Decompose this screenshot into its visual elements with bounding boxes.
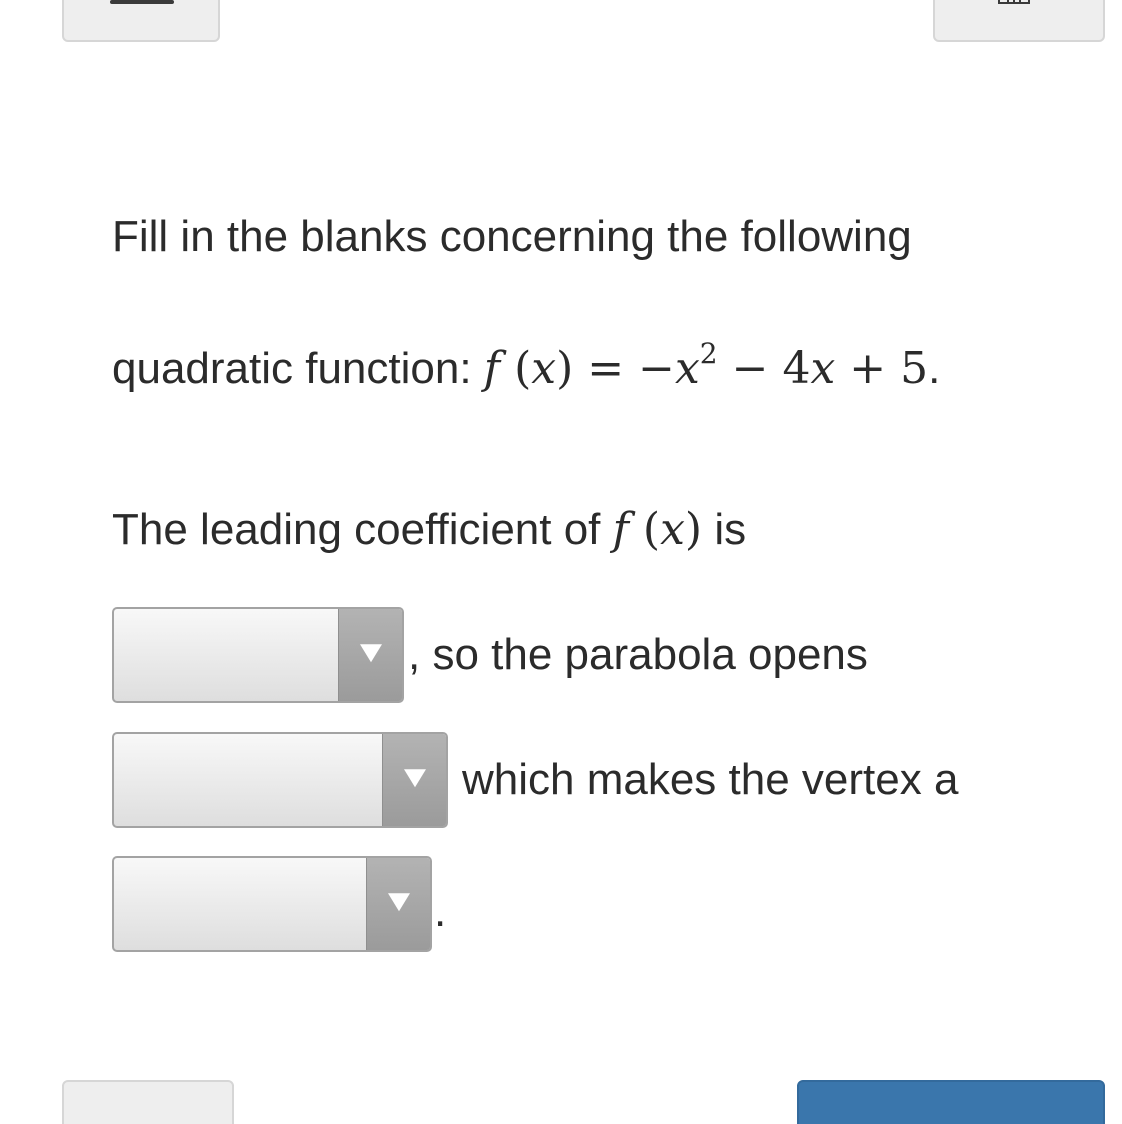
question-text-line-1: Fill in the blanks concerning the following bbox=[112, 212, 912, 261]
chevron-down-icon bbox=[360, 644, 382, 662]
parabola-direction-dropdown[interactable] bbox=[112, 732, 448, 828]
submit-button[interactable] bbox=[797, 1080, 1105, 1124]
toolbar-button-right[interactable] bbox=[933, 0, 1105, 42]
toolbar-button-left[interactable] bbox=[62, 0, 220, 42]
menu-icon bbox=[110, 0, 174, 4]
question-text-line-2 bbox=[112, 337, 941, 394]
blank-2-suffix: which makes the vertex a bbox=[462, 755, 959, 804]
function-reference: f (x) bbox=[612, 504, 703, 555]
vertex-type-dropdown[interactable] bbox=[112, 856, 432, 952]
question-text-prefix: quadratic function: bbox=[112, 344, 484, 393]
blank-1-suffix: , so the parabola opens bbox=[408, 630, 868, 679]
calculator-icon bbox=[998, 0, 1030, 4]
leading-coefficient-dropdown[interactable] bbox=[112, 607, 404, 703]
question-text-line-3: The leading coefficient of f (x) is bbox=[112, 504, 747, 555]
blank-row-1 bbox=[112, 607, 868, 703]
dropdown-toggle[interactable] bbox=[382, 734, 446, 826]
dropdown-toggle[interactable] bbox=[366, 858, 430, 950]
dropdown-toggle[interactable] bbox=[338, 609, 402, 701]
blank-row-2 bbox=[112, 732, 958, 828]
blank-row-3 bbox=[112, 856, 446, 952]
function-period: . bbox=[928, 344, 941, 393]
function-expression: f $(x) = -x^2 - 4x + 5$ bbox=[483, 337, 929, 394]
chevron-down-icon bbox=[404, 769, 426, 787]
blank-3-suffix: . bbox=[434, 887, 447, 936]
chevron-down-icon bbox=[388, 893, 410, 911]
back-button[interactable] bbox=[62, 1080, 234, 1124]
